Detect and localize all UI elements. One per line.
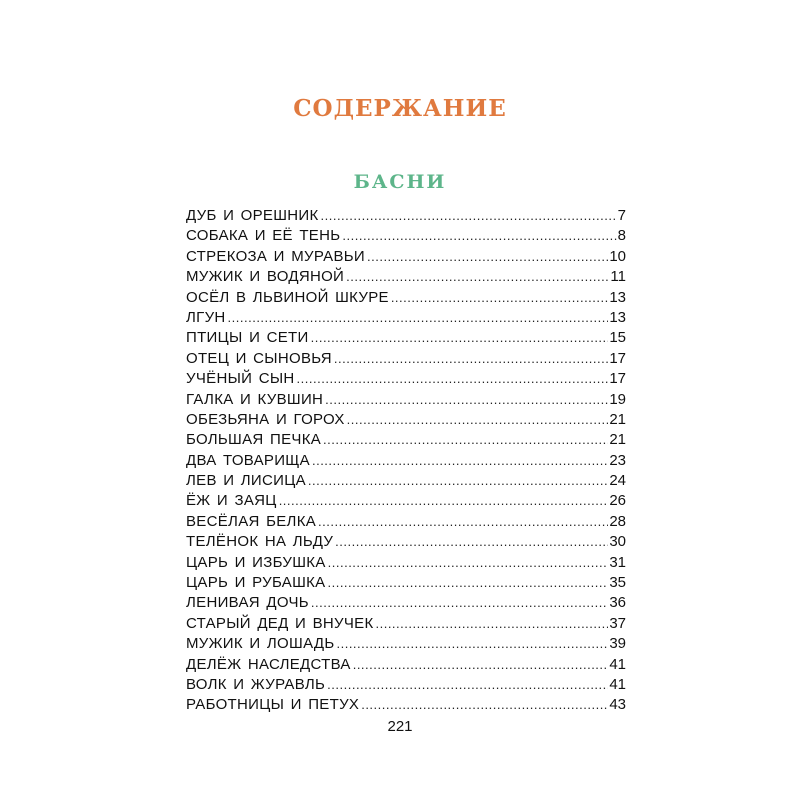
toc-entry-title: БОЛЬШАЯ ПЕЧКА xyxy=(186,431,322,449)
dot-leader xyxy=(312,451,608,471)
toc-entry-page: 8 xyxy=(617,227,626,245)
dot-leader xyxy=(342,226,616,246)
toc-entry-page: 23 xyxy=(609,451,626,469)
toc-entry xyxy=(186,308,626,328)
dot-leader xyxy=(336,634,608,654)
toc-entry xyxy=(186,328,626,348)
toc-entry-page: 37 xyxy=(609,614,626,632)
toc-entry-title: МУЖИК И ВОДЯНОЙ xyxy=(186,268,345,286)
toc-entry xyxy=(186,532,626,552)
dot-leader xyxy=(327,675,608,695)
toc-entry-page: 13 xyxy=(609,288,626,306)
toc-entry-page: 15 xyxy=(609,329,626,347)
toc-entry-page: 21 xyxy=(609,410,626,428)
dot-leader xyxy=(334,349,608,369)
toc-entry-page: 30 xyxy=(609,533,626,551)
toc-entry xyxy=(186,593,626,613)
toc-entry-page: 17 xyxy=(609,370,626,388)
toc-entry-page: 43 xyxy=(609,696,626,714)
toc-entry-page: 7 xyxy=(617,207,626,224)
toc-entry xyxy=(186,451,626,471)
toc-entry-page: 36 xyxy=(609,594,626,612)
toc-entry-title: ЦАРЬ И РУБАШКА xyxy=(186,574,326,592)
toc-entry xyxy=(186,695,626,715)
dot-leader xyxy=(308,471,608,491)
toc-entry xyxy=(186,512,626,532)
toc-entry-title: ГАЛКА И КУВШИН xyxy=(186,390,324,408)
toc-entry-title: ЛЕНИВАЯ ДОЧЬ xyxy=(186,594,309,612)
toc-entry xyxy=(186,430,626,450)
toc-entry xyxy=(186,655,626,675)
toc-entry-page: 17 xyxy=(609,349,626,367)
toc-entry-title: СОБАКА И ЕЁ ТЕНЬ xyxy=(186,227,341,245)
dot-leader xyxy=(228,308,609,328)
toc-entry xyxy=(186,349,626,369)
toc-entry xyxy=(186,471,626,491)
toc-entry xyxy=(186,206,626,226)
toc-entry-title: ВЕСЁЛАЯ БЕЛКА xyxy=(186,512,317,530)
toc-entry-title: ДУБ И ОРЕШНИК xyxy=(186,207,319,224)
dot-leader xyxy=(323,430,608,450)
page-number: 221 xyxy=(387,718,413,735)
toc-entry-page: 10 xyxy=(609,247,626,265)
toc-entry xyxy=(186,573,626,593)
toc-entry xyxy=(186,491,626,511)
toc-entry-page: 28 xyxy=(609,512,626,530)
toc-entry-title: ОБЕЗЬЯНА И ГОРОХ xyxy=(186,410,345,428)
contents-heading: СОДЕРЖАНИЕ xyxy=(293,95,507,122)
dot-leader xyxy=(327,573,608,593)
toc-entry-title: МУЖИК И ЛОШАДЬ xyxy=(186,635,335,653)
toc-entry xyxy=(186,634,626,654)
dot-leader xyxy=(311,593,608,613)
dot-leader xyxy=(347,410,609,430)
toc-entry xyxy=(186,288,626,308)
toc-entry-title: ЛЕВ И ЛИСИЦА xyxy=(186,472,306,490)
toc-entry-title: РАБОТНИЦЫ И ПЕТУХ xyxy=(186,696,360,714)
toc-entry-page: 24 xyxy=(609,472,626,490)
toc-entry xyxy=(186,226,626,246)
toc-entry-title: ТЕЛЁНОК НА ЛЬДУ xyxy=(186,533,334,551)
dot-leader xyxy=(321,206,617,226)
table-of-contents xyxy=(186,206,626,716)
dot-leader xyxy=(297,369,609,389)
toc-entry-page: 11 xyxy=(610,268,626,286)
dot-leader xyxy=(346,267,609,287)
toc-entry-title: ЛГУН xyxy=(186,308,226,326)
dot-leader xyxy=(311,328,609,348)
toc-entry-page: 35 xyxy=(609,574,626,592)
toc-entry-title: СТАРЫЙ ДЕД И ВНУЧЕК xyxy=(186,614,374,632)
toc-entry-page: 39 xyxy=(609,635,626,653)
toc-entry-title: ОТЕЦ И СЫНОВЬЯ xyxy=(186,349,332,367)
toc-entry-page: 26 xyxy=(609,492,626,510)
toc-entry xyxy=(186,267,626,287)
toc-entry xyxy=(186,390,626,410)
dot-leader xyxy=(279,491,609,511)
toc-entry xyxy=(186,369,626,389)
toc-entry-title: ВОЛК И ЖУРАВЛЬ xyxy=(186,675,326,693)
toc-entry-title: ДЕЛЁЖ НАСЛЕДСТВА xyxy=(186,655,351,673)
dot-leader xyxy=(328,553,609,573)
toc-entry-page: 19 xyxy=(609,390,626,408)
dot-leader xyxy=(318,512,608,532)
toc-entry xyxy=(186,675,626,695)
toc-entry-page: 41 xyxy=(609,675,626,693)
dot-leader xyxy=(335,532,608,552)
toc-entry-page: 31 xyxy=(609,553,626,571)
toc-entry-title: ПТИЦЫ И СЕТИ xyxy=(186,329,309,347)
toc-entry-title: СТРЕКОЗА И МУРАВЬИ xyxy=(186,247,365,265)
toc-entry-title: ЁЖ И ЗАЯЦ xyxy=(186,492,277,510)
dot-leader xyxy=(367,247,608,267)
toc-entry xyxy=(186,553,626,573)
toc-entry-page: 13 xyxy=(609,308,626,326)
dot-leader xyxy=(325,390,608,410)
dot-leader xyxy=(353,655,609,675)
toc-entry xyxy=(186,410,626,430)
toc-entry-title: ЦАРЬ И ИЗБУШКА xyxy=(186,553,326,571)
toc-entry-title: ОСЁЛ В ЛЬВИНОЙ ШКУРЕ xyxy=(186,288,389,306)
toc-entry-title: ДВА ТОВАРИЩА xyxy=(186,451,310,469)
toc-entry-page: 21 xyxy=(609,431,626,449)
toc-entry xyxy=(186,614,626,634)
dot-leader xyxy=(361,695,608,715)
dot-leader xyxy=(391,288,609,308)
toc-entry-title: УЧЁНЫЙ СЫН xyxy=(186,370,295,388)
toc-entry xyxy=(186,247,626,267)
toc-entry-page: 41 xyxy=(609,655,626,673)
dot-leader xyxy=(375,614,608,634)
section-heading-fables: БАСНИ xyxy=(353,171,447,193)
